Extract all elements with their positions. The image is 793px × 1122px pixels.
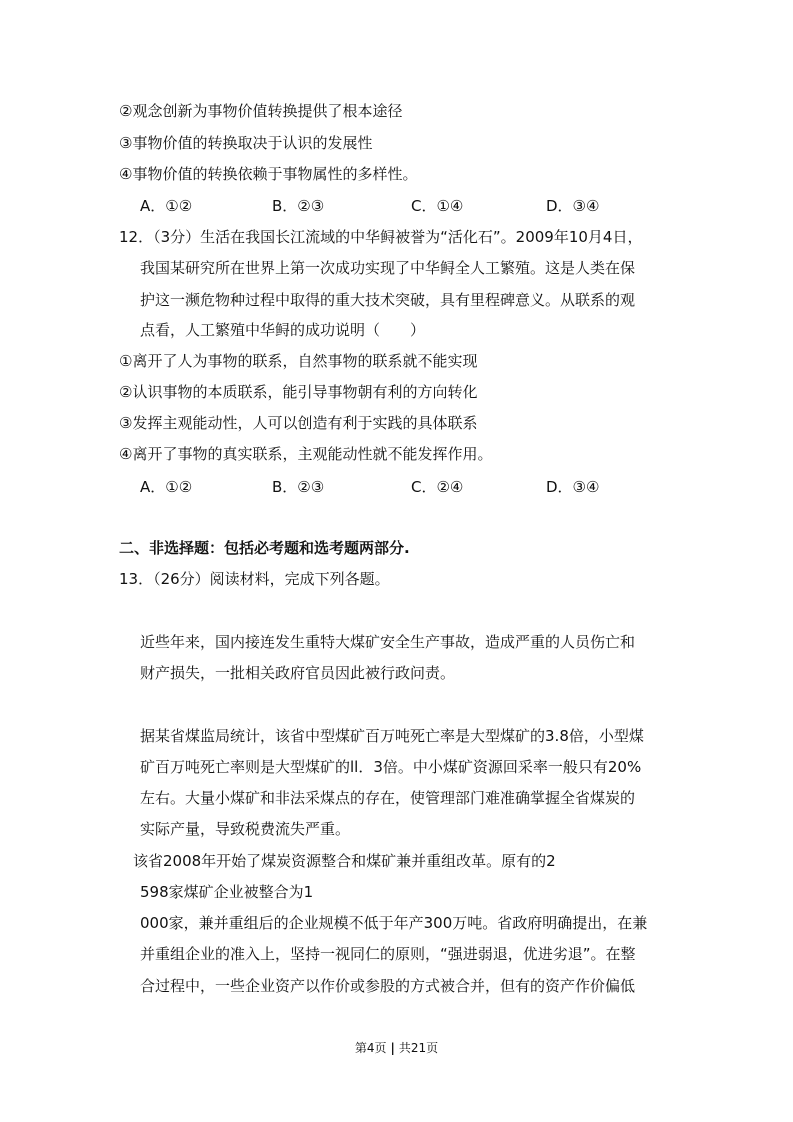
q12-option-b: B．②③ xyxy=(272,478,325,496)
q12-statement-3: ③发挥主观能动性，人可以创造有利于实践的具体联系 xyxy=(119,414,478,432)
material-p2-line-2: 矿百万吨死亡率则是大型煤矿的ll．3倍。中小煤矿资源回采率一般只有20% xyxy=(140,758,642,776)
q12-options xyxy=(0,477,793,497)
material-p3-line-4: 并重组企业的准入上，坚持一视同仁的原则，“强进弱退，优进劣退”。在整 xyxy=(140,945,636,963)
q12-option-a: A．①② xyxy=(140,478,193,496)
q12-statement-2: ②认识事物的本质联系，能引导事物朝有利的方向转化 xyxy=(119,383,478,401)
page-footer xyxy=(0,1040,793,1056)
q12-stem-line-1: 12．（3分）生活在我国长江流域的中华鲟被誉为“活化石”。2009年10月4日， xyxy=(119,228,643,246)
q13-stem: 13．（26分）阅读材料，完成下列各题。 xyxy=(119,570,390,588)
total-pages: 共21页 xyxy=(398,1041,439,1055)
q11-option-b: B．②③ xyxy=(272,197,325,215)
q11-options xyxy=(0,196,793,216)
q11-statement-2: ②观念创新为事物价值转换提供了根本途径 xyxy=(119,102,403,120)
q11-option-c: C．①④ xyxy=(411,197,464,215)
q12-option-c: C．②④ xyxy=(411,478,464,496)
material-p1-line-2: 财产损失，一批相关政府官员因此被行政问责。 xyxy=(140,664,456,682)
q11-option-a: A．①② xyxy=(140,197,193,215)
q12-option-d: D．③④ xyxy=(546,478,600,496)
material-p2-line-1: 据某省煤监局统计，该省中型煤矿百万吨死亡率是大型煤矿的3.8倍，小型煤 xyxy=(140,727,644,745)
q12-statement-4: ④离开了事物的真实联系，主观能动性就不能发挥作用。 xyxy=(119,445,493,463)
material-p3-line-5: 合过程中，一些企业资产以作价或参股的方式被合并，但有的资产作价偏低 xyxy=(140,977,636,995)
material-p1-line-1: 近些年来，国内接连发生重特大煤矿安全生产事故，造成严重的人员伤亡和 xyxy=(140,633,636,651)
footer-separator: | xyxy=(390,1041,395,1055)
material-p3-line-2: 598家煤矿企业被整合为1 xyxy=(140,883,314,901)
q12-stem-line-2: 我国某研究所在世界上第一次成功实现了中华鲟全人工繁殖。这是人类在保 xyxy=(140,259,636,277)
material-p3-line-1: 该省2008年开始了煤炭资源整合和煤矿兼并重组改革。原有的2 xyxy=(133,852,556,870)
material-p3-line-3: 000家，兼并重组后的企业规模不低于年产300万吨。省政府明确提出，在兼 xyxy=(140,914,648,932)
q11-option-d: D．③④ xyxy=(546,197,600,215)
page-number: 第4页 xyxy=(354,1041,387,1055)
q11-statement-3: ③事物价值的转换取决于认识的发展性 xyxy=(119,134,373,152)
q12-statement-1: ①离开了人为事物的联系，自然事物的联系就不能实现 xyxy=(119,352,478,370)
q11-statement-4: ④事物价值的转换依赖于事物属性的多样性。 xyxy=(119,165,418,183)
material-p2-line-3: 左右。大量小煤矿和非法采煤点的存在，使管理部门难准确掌握全省煤炭的 xyxy=(140,789,636,807)
material-p2-line-4: 实际产量，导致税费流失严重。 xyxy=(140,820,351,838)
q12-stem-line-3: 护这一濒危物种过程中取得的重大技术突破，具有里程碑意义。从联系的观 xyxy=(140,291,636,309)
section-heading: 二、非选择题：包括必考题和选考题两部分. xyxy=(119,539,410,557)
q12-stem-line-4: 点看，人工繁殖中华鲟的成功说明（ ） xyxy=(140,321,426,339)
